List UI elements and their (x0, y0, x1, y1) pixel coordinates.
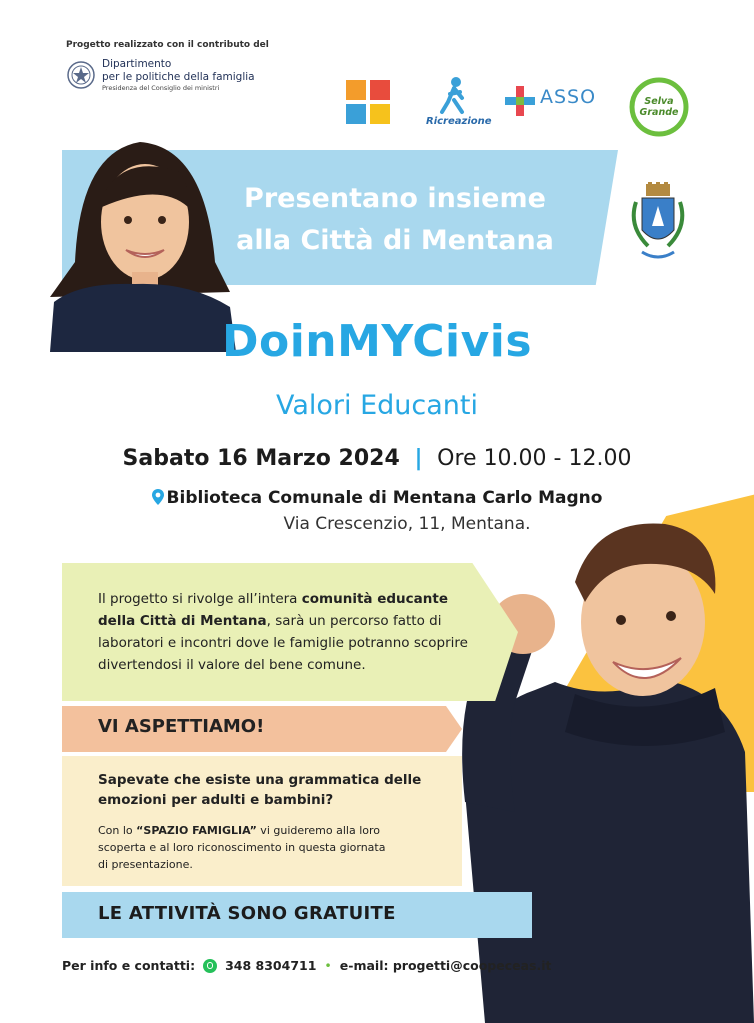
intro-text: Il progetto si rivolge all’intera comunità educante della Città di Mentana, sarà un percorso fatto di laboratori e incontri dove le famiglie potranno scoprire divertendosi il valore del bene comune. (98, 591, 468, 673)
mentana-crest-icon (628, 182, 688, 268)
sponsor-note: Progetto realizzato con il contributo del (66, 40, 269, 50)
event-venue: Biblioteca Comunale di Mentana Carlo Magno (0, 488, 754, 508)
separator-dot: • (324, 958, 332, 973)
welcome-text: VI ASPETTIAMO! (98, 716, 265, 737)
free-activities-text: LE ATTIVITÀ SONO GRATUITE (98, 903, 396, 924)
ricreazione-logo-text: Ricreazione (426, 116, 492, 127)
department-name: Dipartimento per le politiche della famiglia (102, 58, 255, 83)
event-date: Sabato 16 Marzo 2024 (122, 446, 400, 471)
department-subtitle: Presidenza del Consiglio dei ministri (102, 84, 220, 92)
contact-email[interactable]: e-mail: progetti@coopeceas.it (339, 958, 552, 973)
ricreazione-figure-icon (434, 76, 474, 116)
whatsapp-icon (203, 959, 217, 973)
event-title: DoinMYCivis (221, 316, 533, 367)
asso-logo-text: ASSO (540, 86, 597, 108)
event-datetime (0, 446, 754, 471)
event-address: Via Crescenzio, 11, Mentana. (283, 514, 531, 534)
cemas-logo-icon (346, 80, 392, 130)
event-subtitle: Valori Educanti (275, 390, 479, 421)
family-body: Con lo “SPAZIO FAMIGLIA” vi guideremo alla loro scoperta e al loro riconoscimento in questa giornata di presentazione. (98, 824, 386, 871)
banner-heading: Presentano insieme alla Città di Mentana (236, 183, 554, 256)
event-time: Ore 10.00 - 12.00 (437, 446, 632, 471)
asso-cross-icon (503, 84, 537, 118)
contact-phone[interactable]: 348 8304711 (225, 958, 317, 973)
selva-grande-logo-text: Selva Grande (639, 96, 679, 118)
contact-footer (62, 958, 552, 973)
contact-label: Per info e contatti: (62, 958, 196, 973)
italian-republic-emblem-icon (66, 60, 96, 90)
family-heading: Sapevate che esiste una grammatica delle emozioni per adulti e bambini? (98, 772, 422, 808)
separator-bar: | (406, 446, 431, 471)
location-pin-icon (152, 489, 164, 505)
